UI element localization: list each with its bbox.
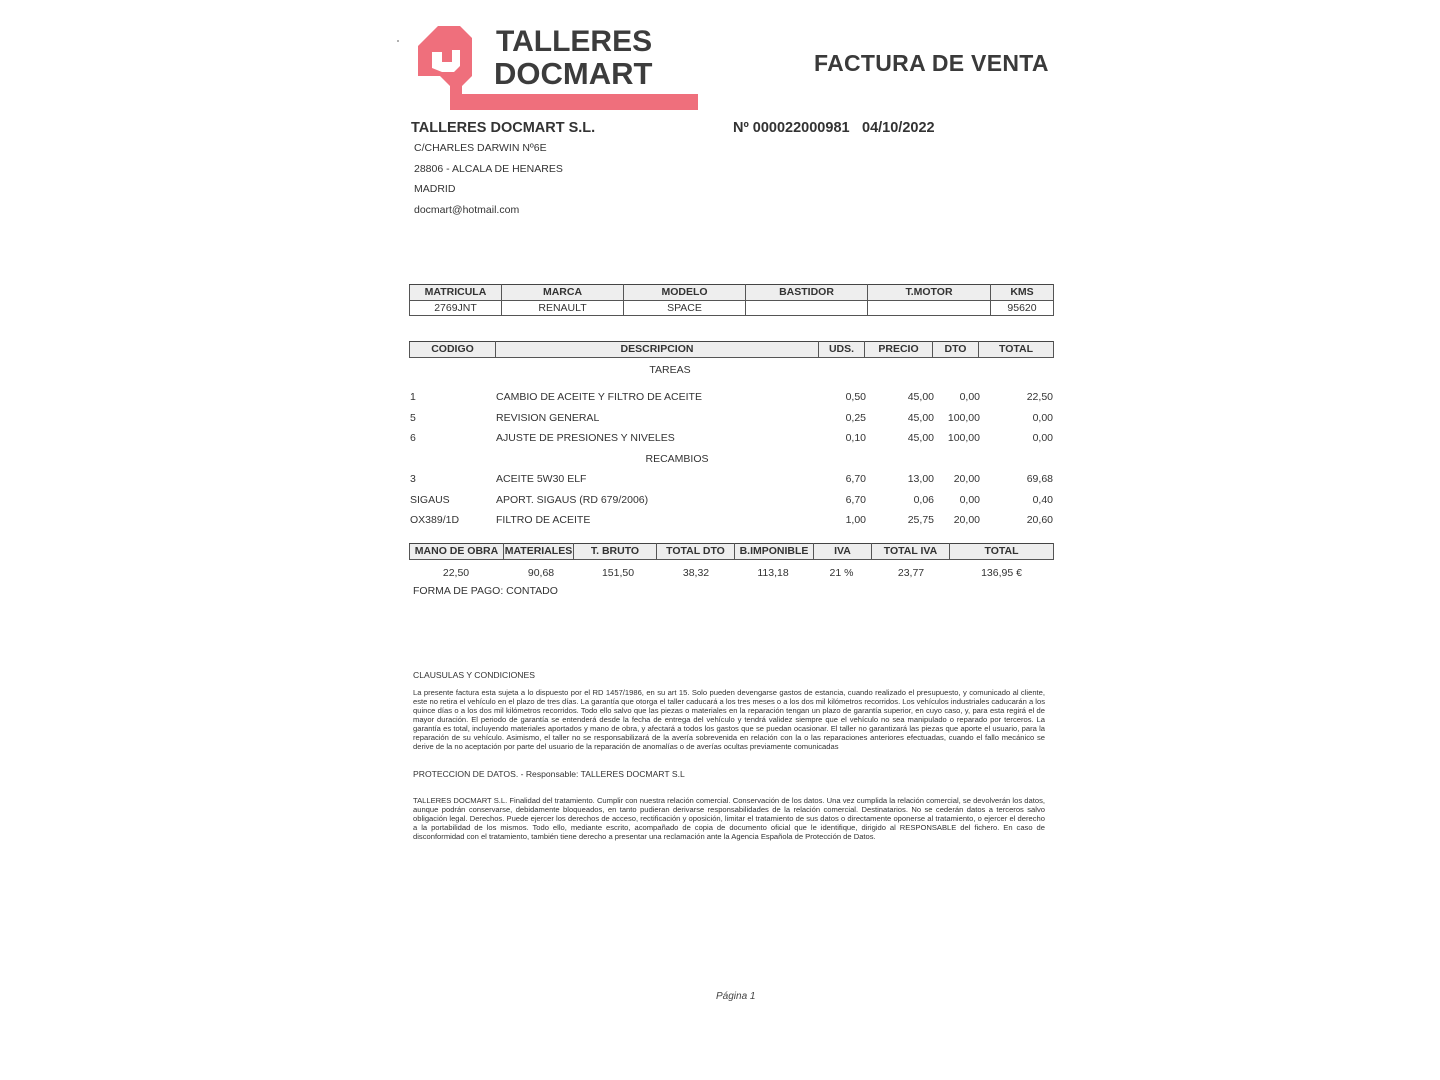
line-dto: 20,00 <box>953 473 980 485</box>
value-b-imponible: 113,18 <box>757 567 789 579</box>
line-precio: 0,06 <box>913 494 934 506</box>
line-dto: 0,00 <box>959 494 980 506</box>
line-uds: 0,25 <box>845 412 866 424</box>
header-mano-obra: MANO DE OBRA <box>410 544 504 560</box>
clauses-text: La presente factura esta sujeta a lo dispuesto por el RD 1457/1986, en su art 15. Solo pueden devengarse gastos de estancia, cuando realizado el presupuesto, y comunicado al cliente, este no retira el vehículo en el plazo de tres días. La garantía que otorga el taller caducará a los tres meses o a los dos mil kilómetros recorridos. Los vehículos industriales caducarán a los quince días o a los dos mil kilómetros recorridos. Todo ello salvo que las piezas o materiales en la reparación tengan un plazo de garantía superior, en cuyo caso, y, para esta regirá el de mayor duración. El periodo de garantía se entenderá desde la fecha de entrega del vehículo y tendrá validez siempre que el vehículo no sea manipulado o reparado por terceros. La garantía es total, incluyendo materiales aportados y mano de obra, y afectará a todos los gastos que se puedan ocasionar. El taller no garantizará las piezas que aporte el usuario, para la reparación de su vehículo. Asimismo, el taller no se responsabilizará de la avería sobrevenida en relación con la o las reparaciones anteriores efectuadas, cuando el fallo mecánico se derive de la no aceptación por parte del usuario de la reparación de anomalías o de averías ocultas previamente comunicadas <box>413 688 1045 751</box>
header-dto: DTO <box>933 342 979 358</box>
company-address: C/CHARLES DARWIN Nº6E <box>414 142 547 154</box>
invoice-date: 04/10/2022 <box>862 120 935 136</box>
line-total: 0,40 <box>1032 494 1053 506</box>
line-code: 6 <box>410 432 416 444</box>
line-precio: 45,00 <box>907 432 934 444</box>
line-description: CAMBIO DE ACEITE Y FILTRO DE ACEITE <box>496 391 702 403</box>
totals-header-row <box>410 544 1054 560</box>
line-code: 1 <box>410 391 416 403</box>
line-uds: 0,50 <box>845 391 866 403</box>
header-t-bruto: T. BRUTO <box>574 544 657 560</box>
line-precio: 45,00 <box>907 412 934 424</box>
header-total-iva: TOTAL IVA <box>872 544 950 560</box>
vehicle-table <box>409 284 1054 316</box>
header-uds: UDS. <box>819 342 865 358</box>
line-description: ACEITE 5W30 ELF <box>496 473 587 485</box>
company-province: MADRID <box>414 183 456 195</box>
line-item <box>410 493 1053 507</box>
header-bastidor: BASTIDOR <box>746 285 868 301</box>
line-total: 0,00 <box>1032 432 1053 444</box>
vehicle-header-row <box>410 285 1054 301</box>
logo-line2: DOCMART <box>494 56 653 91</box>
line-total: 22,50 <box>1026 391 1053 403</box>
page-number: Página 1 <box>716 991 756 1002</box>
logo-line1: TALLERES <box>496 25 653 58</box>
value-matricula: 2769JNT <box>410 301 502 316</box>
company-logo <box>414 24 698 112</box>
header-tmotor: T.MOTOR <box>868 285 991 301</box>
line-item <box>410 513 1053 527</box>
line-dto: 0,00 <box>959 391 980 403</box>
line-precio: 25,75 <box>907 514 934 526</box>
line-uds: 1,00 <box>845 514 866 526</box>
value-t-bruto: 151,50 <box>601 567 635 579</box>
line-total: 0,00 <box>1032 412 1053 424</box>
value-materiales: 90,68 <box>527 567 555 579</box>
header-precio: PRECIO <box>865 342 933 358</box>
company-name: TALLERES DOCMART S.L. <box>411 120 596 136</box>
lines-header-row <box>410 342 1054 358</box>
line-precio: 45,00 <box>907 391 934 403</box>
header-total: TOTAL <box>979 342 1054 358</box>
header-grand-total: TOTAL <box>950 544 1054 560</box>
vehicle-value-row <box>410 301 1054 316</box>
header-matricula: MATRICULA <box>410 285 502 301</box>
section-recambios <box>417 452 1060 466</box>
line-description: APORT. SIGAUS (RD 679/2006) <box>496 494 649 506</box>
company-city: 28806 - ALCALA DE HENARES <box>414 163 563 175</box>
header-materiales: MATERIALES <box>504 544 574 560</box>
value-total-iva: 23,77 <box>897 567 925 579</box>
value-total-dto: 38,32 <box>682 567 710 579</box>
header-codigo: CODIGO <box>410 342 496 358</box>
header-modelo: MODELO <box>624 285 746 301</box>
value-modelo: SPACE <box>624 301 746 316</box>
value-grand-total: 136,95 € <box>981 567 1022 579</box>
section-tareas <box>410 363 1053 377</box>
totals-header-table <box>409 543 1054 560</box>
header-descripcion: DESCRIPCION <box>496 342 819 358</box>
line-code: 5 <box>410 412 416 424</box>
line-code: 3 <box>410 473 416 485</box>
document-title: FACTURA DE VENTA <box>814 50 1049 76</box>
logo-bar <box>462 94 698 110</box>
header-iva: IVA <box>814 544 872 560</box>
line-description: FILTRO DE ACEITE <box>496 514 591 526</box>
line-uds: 0,10 <box>845 432 866 444</box>
line-item <box>410 431 1053 445</box>
value-marca: RENAULT <box>502 301 624 316</box>
header-b-imponible: B.IMPONIBLE <box>735 544 814 560</box>
value-mano-obra: 22,50 <box>442 567 470 579</box>
line-precio: 13,00 <box>907 473 934 485</box>
line-code: SIGAUS <box>410 494 450 506</box>
header-total-dto: TOTAL DTO <box>657 544 735 560</box>
header-marca: MARCA <box>502 285 624 301</box>
lines-header-table <box>409 341 1054 358</box>
value-kms: 95620 <box>991 301 1054 316</box>
line-item <box>410 472 1053 486</box>
line-description: AJUSTE DE PRESIONES Y NIVELES <box>496 432 675 444</box>
line-dto: 20,00 <box>953 514 980 526</box>
company-email: docmart@hotmail.com <box>414 204 520 216</box>
value-iva: 21 % <box>829 567 854 579</box>
line-item <box>410 390 1053 404</box>
data-protection-text: TALLERES DOCMART S.L. Finalidad del tratamiento. Cumplir con nuestra relación comercial. Conservación de los datos. Una vez cumplida la relación comercial, se devolverán los datos, aunque podrán conservarse, debidamente bloqueados, en tanto pudieran derivarse responsabilidades de la relación comercial. Destinatarios. No se cederán datos a terceros salvo obligación legal. Derechos. Puede ejercer los derechos de acceso, rectificación y oposición, limitar el tratamiento de sus datos o directamente oponerse al tratamiento, o ejercer el derecho a la portabilidad de los mismos. Todo ello, mediante escrito, acompañado de copia de documento oficial que le identifique, dirigido al RESPONSABLE del fichero. En caso de disconformidad con el tratamiento, también tiene derecho a presentar una reclamación ante la Agencia Española de Protección de Datos. <box>413 796 1045 841</box>
line-dto: 100,00 <box>947 432 980 444</box>
section-tareas-label: TAREAS <box>649 364 691 376</box>
data-protection-title: PROTECCION DE DATOS. - Responsable: TALLERES DOCMART S.L <box>413 769 685 779</box>
line-uds: 6,70 <box>845 494 866 506</box>
value-bastidor <box>746 301 868 316</box>
section-recambios-label: RECAMBIOS <box>645 453 709 465</box>
line-total: 20,60 <box>1026 514 1053 526</box>
line-dto: 100,00 <box>947 412 980 424</box>
line-uds: 6,70 <box>845 473 866 485</box>
scan-speck <box>397 40 399 42</box>
invoice-number: Nº 000022000981 <box>733 120 850 136</box>
clauses-title: CLAUSULAS Y CONDICIONES <box>413 670 535 680</box>
line-code: OX389/1D <box>410 514 460 526</box>
line-item <box>410 411 1053 425</box>
header-kms: KMS <box>991 285 1054 301</box>
value-tmotor <box>868 301 991 316</box>
line-total: 69,68 <box>1026 473 1053 485</box>
line-description: REVISION GENERAL <box>496 412 600 424</box>
payment-method: FORMA DE PAGO: CONTADO <box>413 585 558 597</box>
